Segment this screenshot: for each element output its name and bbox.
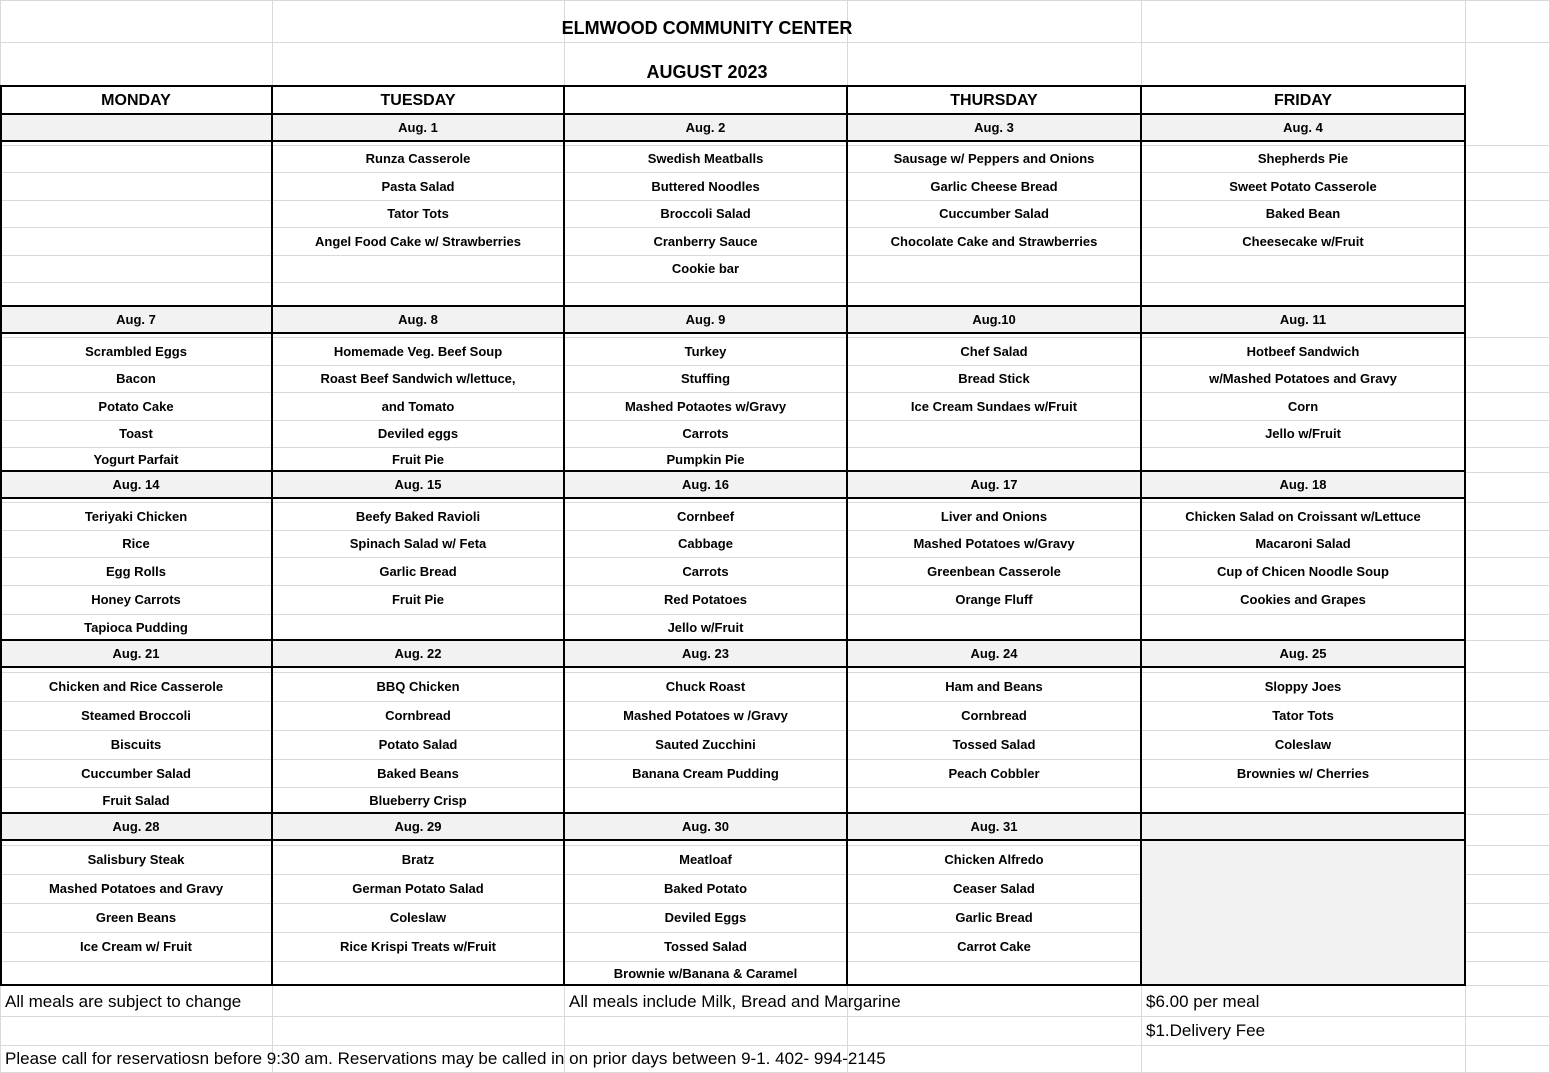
menu-item: Sausage w/ Peppers and Onions bbox=[893, 151, 1095, 166]
menu-item: Cheesecake w/Fruit bbox=[1242, 233, 1364, 249]
menu-item: Spinach Salad w/ Feta bbox=[349, 536, 487, 551]
menu-item: Stuffing bbox=[680, 371, 731, 386]
menu-item: Homemade Veg. Beef Soup bbox=[333, 343, 503, 359]
menu-item: Jello w/Fruit bbox=[667, 619, 744, 635]
menu-item: Mashed Potaotes w/Gravy bbox=[624, 398, 787, 414]
gridline-h bbox=[0, 0, 1550, 1]
date-cell: Aug. 17 bbox=[970, 477, 1018, 492]
menu-item: Fruit Salad bbox=[102, 793, 170, 808]
menu-item: Runza Casserole bbox=[365, 151, 471, 166]
date-cell bbox=[1141, 813, 1465, 840]
menu-item: Cranberry Sauce bbox=[653, 233, 758, 249]
menu-item: German Potato Salad bbox=[352, 881, 484, 896]
date-cell: Aug. 2 bbox=[685, 120, 726, 135]
date-cell: Aug. 7 bbox=[116, 312, 156, 327]
menu-item: Cuccumber Salad bbox=[939, 206, 1049, 221]
menu-item: Cornbread bbox=[385, 708, 451, 723]
menu-item: Garlic Bread bbox=[379, 563, 457, 579]
menu-item: Green Beans bbox=[95, 910, 177, 925]
menu-item: w/Mashed Potatoes and Gravy bbox=[1209, 371, 1397, 386]
menu-item: Baked Potato bbox=[663, 881, 748, 896]
menu-item: Mashed Potatoes w /Gravy bbox=[623, 708, 788, 723]
price-note: $6.00 per meal bbox=[1146, 992, 1260, 1011]
date-cell: Aug. 31 bbox=[970, 819, 1018, 834]
menu-item: Bratz bbox=[401, 852, 435, 867]
menu-item: Teriyaki Chicken bbox=[84, 508, 188, 524]
menu-item: Biscuits bbox=[110, 737, 162, 752]
date-cell: Aug. 15 bbox=[394, 477, 442, 492]
menu-item: Potato Salad bbox=[378, 737, 458, 752]
date-cell: Aug. 3 bbox=[974, 120, 1014, 135]
gridline-h bbox=[0, 42, 1550, 43]
menu-item: Mashed Potatoes w/Gravy bbox=[913, 536, 1075, 551]
menu-item: Banana Cream Pudding bbox=[632, 765, 779, 781]
menu-item: Beefy Baked Ravioli bbox=[355, 508, 481, 524]
menu-item: Baked Beans bbox=[377, 765, 459, 781]
menu-item: Tossed Salad bbox=[952, 737, 1036, 752]
date-cell: Aug. 25 bbox=[1279, 646, 1327, 661]
menu-item: Cuccumber Salad bbox=[81, 765, 191, 781]
date-cell: Aug. 21 bbox=[112, 646, 160, 661]
menu-item: Ceaser Salad bbox=[953, 881, 1035, 896]
date-cell: Aug. 14 bbox=[112, 477, 160, 492]
menu-item: Chicken Alfredo bbox=[944, 852, 1044, 867]
date-cell: Aug. 22 bbox=[394, 646, 442, 661]
menu-item: Tator Tots bbox=[387, 206, 449, 221]
menu-item: Blueberry Crisp bbox=[369, 793, 467, 808]
menu-item: Cornbeef bbox=[676, 508, 735, 524]
menu-item: Coleslaw bbox=[1274, 737, 1332, 752]
menu-item: Mashed Potatoes and Gravy bbox=[48, 881, 224, 896]
menu-item: Jello w/Fruit bbox=[1265, 426, 1341, 441]
menu-item: Cup of Chicen Noodle Soup bbox=[1217, 563, 1389, 579]
menu-item: Greenbean Casserole bbox=[927, 563, 1061, 579]
menu-item: Chicken and Rice Casserole bbox=[48, 679, 224, 694]
menu-item: Rice Krispi Treats w/Fruit bbox=[339, 939, 497, 954]
menu-item: Tator Tots bbox=[1272, 708, 1334, 723]
menu-item: Steamed Broccoli bbox=[81, 708, 191, 723]
menu-item: Baked Bean bbox=[1265, 206, 1341, 221]
menu-item: Carrot Cake bbox=[957, 939, 1031, 954]
menu-item: Chicken Salad on Croissant w/Lettuce bbox=[1185, 508, 1421, 524]
menu-item: Liver and Onions bbox=[940, 508, 1048, 524]
date-cell: Aug. 1 bbox=[398, 120, 438, 135]
gridline-h bbox=[0, 282, 1550, 283]
menu-item: Scrambled Eggs bbox=[85, 343, 187, 359]
date-cell: Aug. 18 bbox=[1279, 477, 1327, 492]
menu-item: Sauted Zucchini bbox=[655, 737, 756, 752]
menu-item: Turkey bbox=[684, 343, 727, 359]
menu-item: Macaroni Salad bbox=[1255, 536, 1351, 551]
menu-item: Tapioca Pudding bbox=[84, 619, 188, 635]
menu-item: BBQ Chicken bbox=[376, 679, 460, 694]
date-cell: Aug. 23 bbox=[682, 646, 729, 661]
date-cell: Aug. 16 bbox=[682, 477, 729, 492]
menu-item: Cookies and Grapes bbox=[1240, 592, 1366, 607]
menu-item: Rice bbox=[122, 536, 150, 551]
menu-item: Buttered Noodles bbox=[651, 178, 760, 194]
menu-item: Pasta Salad bbox=[381, 178, 455, 194]
menu-item: Egg Rolls bbox=[106, 563, 166, 579]
menu-item: Hotbeef Sandwich bbox=[1246, 343, 1360, 359]
menu-item: Honey Carrots bbox=[91, 592, 181, 607]
month-title: AUGUST 2023 bbox=[646, 61, 768, 82]
menu-item: Brownie w/Banana & Caramel bbox=[613, 965, 798, 981]
menu-item: Bacon bbox=[116, 371, 156, 386]
menu-item: Broccoli Salad bbox=[660, 206, 751, 221]
menu-item: Cookie bar bbox=[671, 261, 740, 276]
menu-item: Potato Cake bbox=[98, 398, 174, 414]
menu-item: Roast Beef Sandwich w/lettuce, bbox=[320, 371, 516, 386]
menu-item: Cabbage bbox=[678, 536, 733, 551]
date-cell: Aug. 29 bbox=[394, 819, 442, 834]
menu-item: Coleslaw bbox=[389, 910, 447, 925]
day-header: TUESDAY bbox=[380, 91, 456, 109]
day-header: MONDAY bbox=[101, 91, 171, 109]
menu-item: Ham and Beans bbox=[945, 679, 1043, 694]
date-cell: Aug. 9 bbox=[685, 312, 726, 327]
date-cell: Aug. 8 bbox=[398, 312, 438, 327]
menu-item: and Tomato bbox=[381, 398, 455, 414]
menu-item: Garlic Cheese Bread bbox=[930, 178, 1058, 194]
day-header: THURSDAY bbox=[950, 91, 1038, 109]
menu-item: Fruit Pie bbox=[391, 592, 444, 607]
reservation-note: Please call for reservatiosn before 9:30 am. Reservations may be called in on prior days between 9-1. 402- 994-2145 bbox=[5, 1049, 886, 1068]
day-header bbox=[564, 87, 847, 114]
date-cell: Aug. 11 bbox=[1279, 312, 1327, 327]
menu-item: Carrots bbox=[682, 426, 729, 441]
menu-item: Cornbread bbox=[961, 708, 1027, 723]
date-cell: Aug. 30 bbox=[682, 819, 729, 834]
menu-item: Pumpkin Pie bbox=[666, 452, 745, 467]
date-cell: Aug. 4 bbox=[1283, 120, 1323, 135]
menu-item: Deviled eggs bbox=[377, 426, 459, 441]
menu-item: Chef Salad bbox=[960, 343, 1028, 359]
delivery-fee-note: $1.Delivery Fee bbox=[1146, 1021, 1266, 1040]
menu-item: Red Potatoes bbox=[663, 592, 748, 607]
menu-item: Toast bbox=[119, 426, 153, 441]
menu-item: Peach Cobbler bbox=[948, 765, 1040, 781]
menu-item: Sweet Potato Casserole bbox=[1229, 178, 1377, 194]
menu-item: Meatloaf bbox=[679, 852, 732, 867]
change-note: All meals are subject to change bbox=[5, 992, 242, 1011]
center-title: ELMWOOD COMMUNITY CENTER bbox=[561, 17, 853, 38]
menu-item: Brownies w/ Cherries bbox=[1236, 765, 1370, 781]
menu-item: Orange Fluff bbox=[955, 592, 1033, 607]
menu-item: Salisbury Steak bbox=[87, 852, 185, 867]
menu-item: Chuck Roast bbox=[665, 679, 746, 694]
menu-item: Chocolate Cake and Strawberries bbox=[890, 233, 1098, 249]
menu-item: Ice Cream w/ Fruit bbox=[80, 939, 192, 954]
menu-item: Yogurt Parfait bbox=[93, 452, 179, 467]
menu-item: Corn bbox=[1287, 398, 1319, 414]
menu-item: Fruit Pie bbox=[391, 452, 444, 467]
menu-item: Swedish Meatballs bbox=[647, 151, 764, 166]
menu-item: Garlic Bread bbox=[955, 910, 1033, 925]
menu-item: Tossed Salad bbox=[664, 939, 747, 954]
day-header: FRIDAY bbox=[1273, 91, 1333, 109]
menu-item: Carrots bbox=[682, 563, 729, 579]
menu-item: Bread Stick bbox=[958, 371, 1030, 386]
date-cell: Aug. 24 bbox=[970, 646, 1018, 661]
menu-item: Ice Cream Sundaes w/Fruit bbox=[910, 398, 1078, 414]
includes-note: All meals include Milk, Bread and Margarine bbox=[569, 992, 901, 1011]
date-cell: Aug. 28 bbox=[112, 819, 160, 834]
date-cell: Aug.10 bbox=[972, 312, 1016, 327]
menu-item: Shepherds Pie bbox=[1257, 151, 1349, 166]
menu-item: Deviled Eggs bbox=[664, 910, 747, 925]
empty-cell-fill bbox=[1141, 841, 1465, 985]
menu-item: Sloppy Joes bbox=[1264, 679, 1342, 694]
date-cell bbox=[0, 114, 272, 141]
menu-item: Angel Food Cake w/ Strawberries bbox=[315, 233, 521, 249]
